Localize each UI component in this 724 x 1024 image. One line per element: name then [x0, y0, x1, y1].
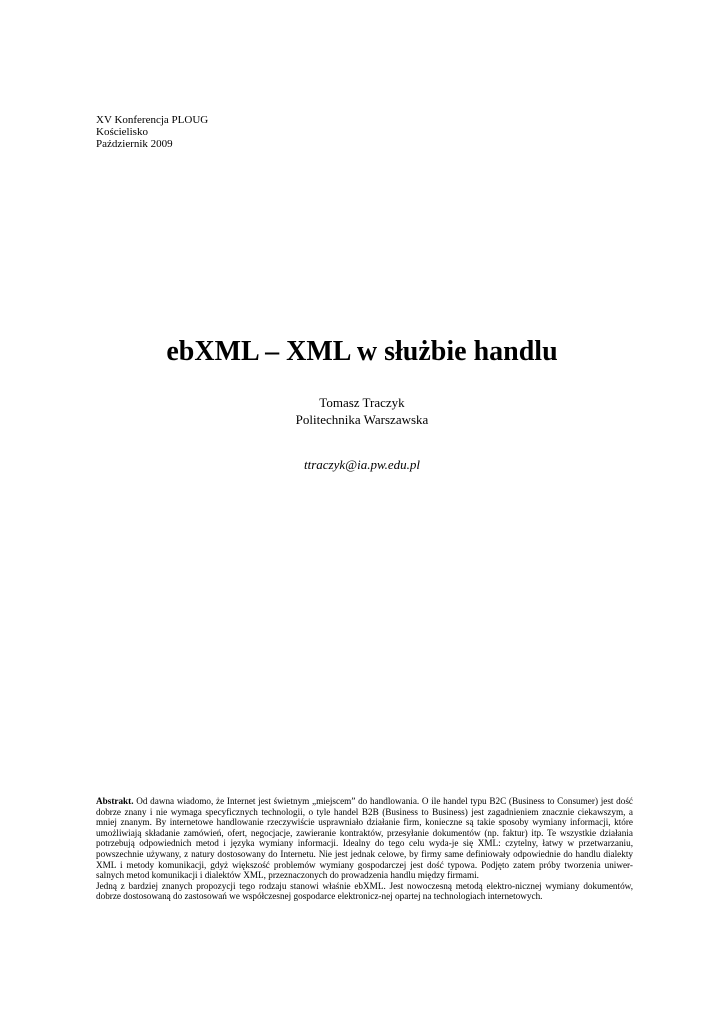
conference-location: Kościelisko	[96, 126, 148, 138]
author-affiliation: Politechnika Warszawska	[295, 412, 429, 427]
paper-title: ebXML – XML w służbie handlu	[166, 336, 558, 367]
conference-name: XV Konferencja PLOUG	[96, 114, 209, 126]
author-email: ttraczyk@ia.pw.edu.pl	[303, 457, 421, 472]
abstract-label: Abstrakt.	[96, 796, 134, 806]
abstract-paragraph-2: Jedną z bardziej znanych propozycji tego rodzaju stanowi właśnie ebXML. Jest nowoczesną metodą elektro-nicznej wymiany dokumentów, dobrze dostosowaną do zastosowań we współczesnej gospodarce elektronicz-nej opartej na technologiach internetowych.	[96, 880, 633, 902]
conference-header	[96, 114, 208, 150]
conference-date: Październik 2009	[96, 138, 173, 150]
abstract-text-1: Od dawna wiadomo, że Internet jest świetnym „miejscem” do handlowania. O ile handel typu B2C (Business to Consumer) jest dość dobrze znany i nie wymaga specyficznych technologii, o tyle handel B2B (Business to Business) jest zagadnieniem znacznie ciekawszym, a mniej znanym. By internetowe handlowanie rzeczywiście usprawniało działanie firm, konieczne są takie sposoby wymiany informacji, które umożliwiają składanie zamówień, ofert, negocjacje, zawieranie kontraktów, przesyłanie dokumentów (np. faktur) itp. Te wszystkie działania potrzebują odpowiednich metod i języka wymiany informacji. Idealny do tego celu wyda-je się XML: czytelny, łatwy w przetwarzaniu, powszechnie używany, z natury dostosowany do Internetu. Nie jest jednak celowe, by firmy same definiowały odpowiednie do handlu dialekty XML i metody komunikacji, gdyż większość problemów wymiany gospodarczej jest dość typowa. Podjęto zatem próby tworzenia uniwer-salnych metod komunikacji i dialektów XML, przeznaczonych do prowadzenia handlu między firmami.	[96, 796, 633, 881]
author-name: Tomasz Traczyk	[319, 395, 405, 410]
abstract	[96, 796, 633, 902]
author-block	[0, 394, 724, 428]
abstract-paragraph-1	[96, 796, 633, 881]
